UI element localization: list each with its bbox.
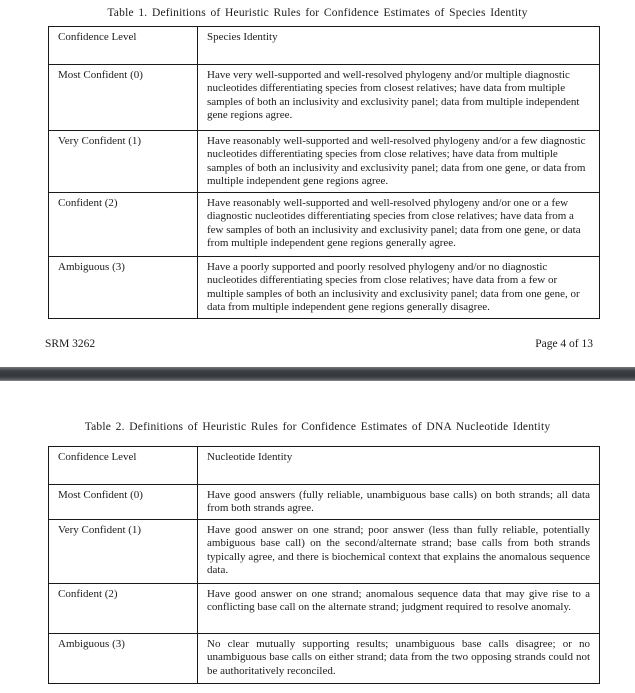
table-row bbox=[49, 583, 600, 633]
page-separator-bar bbox=[0, 367, 635, 381]
confidence-level-cell: Very Confident (1) bbox=[49, 131, 198, 193]
page-footer bbox=[45, 338, 593, 351]
table-row bbox=[49, 131, 600, 193]
table-row bbox=[49, 65, 600, 131]
definition-cell: No clear mutually supporting results; unambiguous base calls disagree; or no unambiguous base calls on either strand; data from the two opposing strands could not be authoritatively reconciled. bbox=[198, 633, 600, 683]
confidence-level-cell: Ambiguous (3) bbox=[49, 257, 198, 319]
table1-species-identity bbox=[48, 26, 600, 319]
table1-header-confidence-level: Confidence Level bbox=[49, 27, 198, 65]
table2-title: Table 2. Definitions of Heuristic Rules for Confidence Estimates of DNA Nucleotide Identity bbox=[84, 421, 551, 433]
footer-page-number: Page 4 of 13 bbox=[535, 337, 593, 350]
table2-header-row bbox=[49, 447, 600, 485]
definition-cell: Have very well-supported and well-resolved phylogeny and/or multiple diagnostic nucleotides differentiating species from closest relatives; have data from multiple samples of both an inclusivity and exclusivity panel; data from multiple independent gene regions agree. bbox=[198, 65, 600, 131]
table-row bbox=[49, 519, 600, 583]
table-row bbox=[49, 485, 600, 520]
table2-header-confidence-level: Confidence Level bbox=[49, 447, 198, 485]
table2-nucleotide-identity bbox=[48, 446, 600, 684]
confidence-level-cell: Most Confident (0) bbox=[49, 485, 198, 520]
table2-header-nucleotide-identity: Nucleotide Identity bbox=[198, 447, 600, 485]
definition-cell: Have reasonably well-supported and well-resolved phylogeny and/or one or a few diagnostic nucleotides differentiating species from close relatives; have data from a few samples of both an inclusivity and exclusivity panel; data from one gene, or data from multiple independent gene regions generally agree. bbox=[198, 193, 600, 257]
table-row bbox=[49, 257, 600, 319]
confidence-level-cell: Very Confident (1) bbox=[49, 519, 198, 583]
definition-cell: Have reasonably well-supported and well-resolved phylogeny and/or a few diagnostic nucleotides differentiating species from close relatives; have data from multiple samples of both an inclusivity and exclusivity panel; data from one gene, or data from multiple independent gene regions agree. bbox=[198, 131, 600, 193]
table1-title: Table 1. Definitions of Heuristic Rules for Confidence Estimates of Species Identity bbox=[107, 7, 528, 19]
definition-cell: Have good answer on one strand; poor answer (less than fully reliable, potentially ambiguous base call) on the second/alternate strand; base calls from both strands typically agree, and there is biochemical context that explains the anomalous sequence data. bbox=[198, 519, 600, 583]
document-page-5 bbox=[0, 381, 635, 693]
table-row bbox=[49, 193, 600, 257]
definition-cell: Have good answer on one strand; anomalous sequence data that may give rise to a conflicting base call on the alternate strand; judgment required to resolve anomaly. bbox=[198, 583, 600, 633]
table-row bbox=[49, 633, 600, 683]
confidence-level-cell: Most Confident (0) bbox=[49, 65, 198, 131]
confidence-level-cell: Ambiguous (3) bbox=[49, 633, 198, 683]
table1-header-row bbox=[49, 27, 600, 65]
definition-cell: Have a poorly supported and poorly resolved phylogeny and/or no diagnostic nucleotides differentiating species from close relatives; have data from a few or multiple samples of both an inclusivity and exclusivity panel; data from one gene, or data from multiple independent gene regions generally disagree. bbox=[198, 257, 600, 319]
confidence-level-cell: Confident (2) bbox=[49, 583, 198, 633]
definition-cell: Have good answers (fully reliable, unambiguous base calls) on both strands; all data from both strands agree. bbox=[198, 485, 600, 520]
footer-doc-id: SRM 3262 bbox=[45, 337, 96, 350]
confidence-level-cell: Confident (2) bbox=[49, 193, 198, 257]
table1-header-species-identity: Species Identity bbox=[198, 27, 600, 65]
